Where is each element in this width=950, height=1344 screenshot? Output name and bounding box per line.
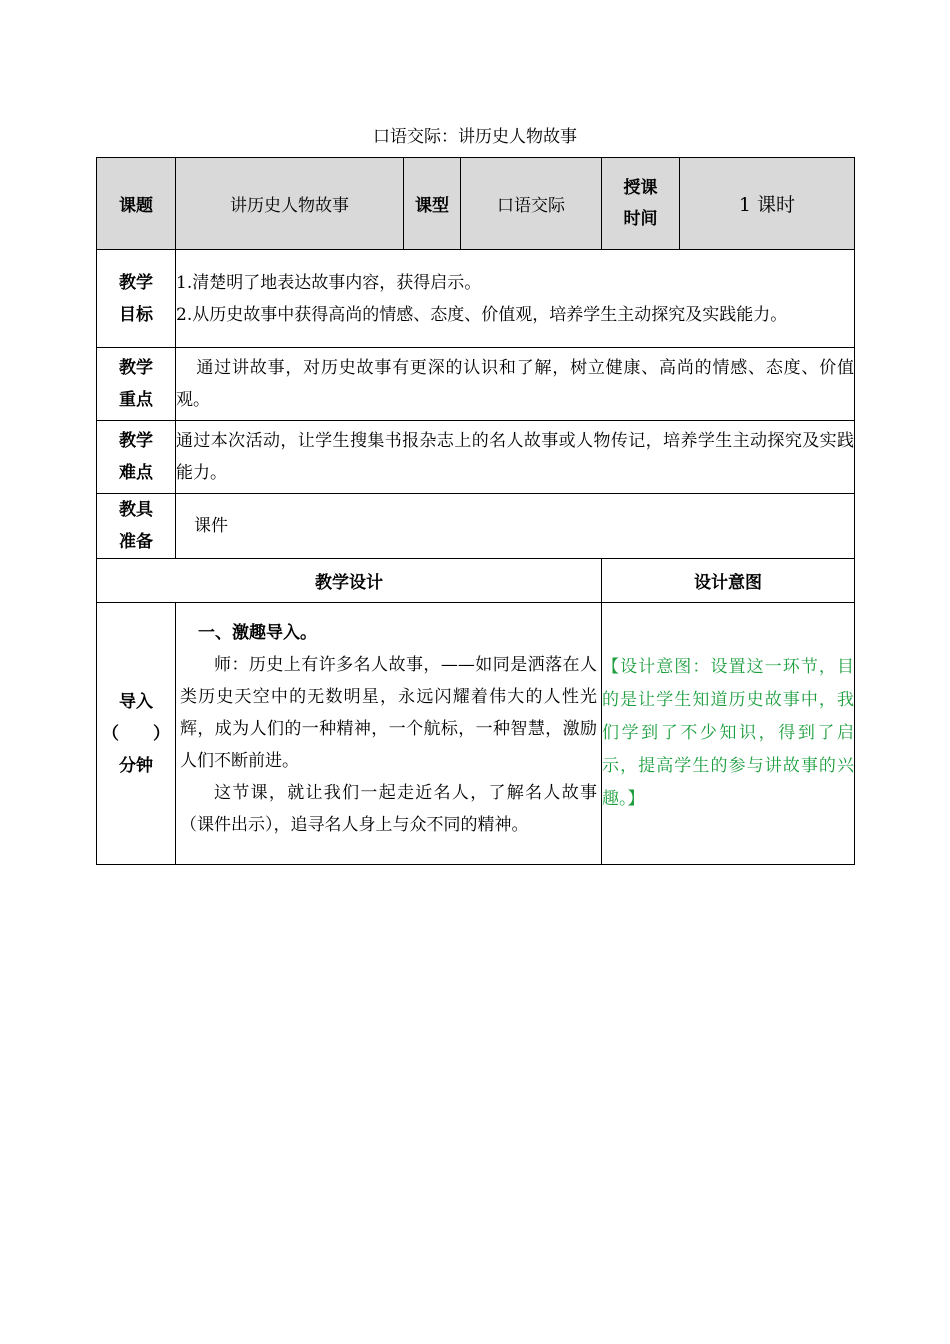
goals-line-2: 2.从历史故事中获得高尚的情感、态度、价值观，培养学生主动探究及实践能力。 (176, 304, 788, 325)
time-label: 授课时间 (602, 158, 680, 250)
intro-content (176, 603, 602, 865)
intro-label-mid: （ ） (102, 723, 170, 744)
difficulty-content: 通过本次活动，让学生搜集书报杂志上的名人故事或人物传记，培养学生主动探究及实践能力。 (176, 421, 855, 494)
intro-label-top: 导入 (119, 691, 153, 712)
design-column-title: 教学设计 (97, 559, 602, 603)
section-title: 一、激趣导入。 (198, 623, 317, 643)
document-title: 口语交际：讲历史人物故事 (373, 127, 577, 147)
tools-content: 课件 (176, 494, 855, 559)
intro-label (97, 603, 176, 865)
design-intent: 【设计意图：设置这一环节，目的是让学生知道历史故事中，我们学到了不少知识，得到了启示，提高学生的参与讲故事的兴趣。】 (602, 603, 855, 865)
intro-row (97, 603, 855, 865)
key-content: 通过讲故事，对历史故事有更深的认识和了解，树立健康、高尚的情感、态度、价值观。 (176, 348, 855, 421)
time-value: 1 课时 (680, 158, 855, 250)
subject-label: 课题 (97, 158, 176, 250)
intro-paragraph-2: 这节课，就让我们一起走近名人，了解名人故事（课件出示），追寻名人身上与众不同的精神。 (180, 783, 597, 835)
intent-column-title: 设计意图 (602, 559, 855, 603)
tools-row (97, 494, 855, 559)
design-header-row (97, 559, 855, 603)
key-row (97, 348, 855, 421)
goals-row (97, 250, 855, 348)
intro-paragraph-1: 师：历史上有许多名人故事，——如同是洒落在人类历史天空中的无数明星，永远闪耀着伟大的人性光辉，成为人们的一种精神，一个航标，一种智慧，激励人们不断前进。 (180, 655, 597, 771)
subject-value: 讲历史人物故事 (176, 158, 404, 250)
type-value: 口语交际 (461, 158, 602, 250)
goals-label: 教学目标 (97, 250, 176, 348)
type-label: 课型 (404, 158, 461, 250)
goals-content (176, 250, 855, 348)
lesson-plan-table (96, 157, 855, 865)
intro-label-bottom: 分钟 (119, 755, 153, 776)
header-row (97, 158, 855, 250)
tools-label: 教具准备 (97, 494, 176, 559)
key-label: 教学重点 (97, 348, 176, 421)
difficulty-row (97, 421, 855, 494)
goals-line-1: 1.清楚明了地表达故事内容，获得启示。 (176, 272, 482, 293)
difficulty-label: 教学难点 (97, 421, 176, 494)
